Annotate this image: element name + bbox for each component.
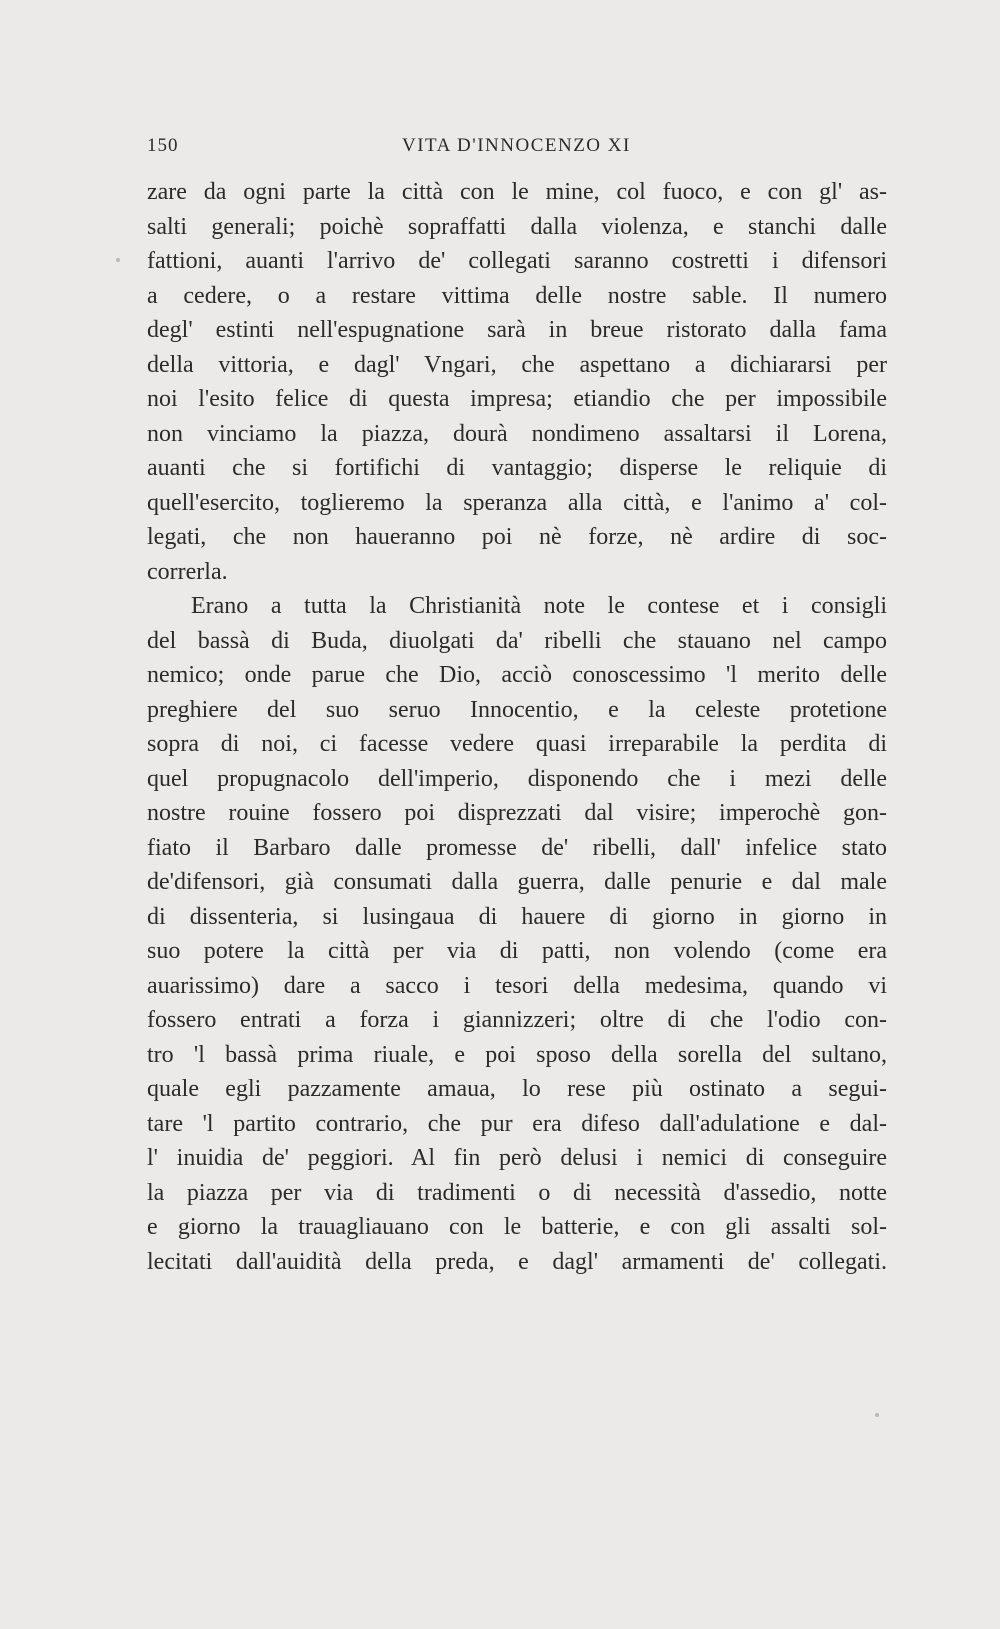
page-number: 150 [147, 135, 179, 156]
text-line: l' inuidia de' peggiori. Al fin però delusi i nemici di conseguire [147, 1145, 887, 1171]
text-line: tro 'l bassà prima riuale, e poi sposo della sorella del sultano, [147, 1041, 887, 1068]
paragraph-first-line: Erano a tutta la Christianità note le contese et i consigli [191, 593, 887, 619]
text-line: legati, che non haueranno poi nè forze, nè ardire di soc- [147, 524, 887, 550]
text-line: noi l'esito felice di questa impresa; etiandio che per impossibile [147, 386, 887, 412]
body-text [147, 175, 887, 1279]
text-line: auanti che si fortifichi di vantaggio; disperse le reliquie di [147, 455, 887, 481]
text-line: nemico; onde parue che Dio, acciò conoscessimo 'l merito delle [147, 662, 887, 688]
text-line: suo potere la città per via di patti, non volendo (come era [147, 938, 887, 964]
text-line: non vinciamo la piazza, dourà nondimeno assaltarsi il Lorena, [147, 420, 887, 447]
text-line: quell'esercito, toglieremo la speranza alla città, e l'animo a' col- [147, 489, 887, 516]
text-line: di dissenteria, si lusingaua di hauere di giorno in giorno in [147, 903, 887, 930]
text-line: preghiere del suo seruo Innocentio, e la celeste protetione [147, 696, 887, 723]
paper-speck [116, 258, 120, 262]
text-line: a cedere, o a restare vittima delle nostre sable. Il numero [147, 282, 887, 309]
text-line: quale egli pazzamente amaua, lo rese più ostinato a segui- [147, 1076, 887, 1102]
text-line: lecitati dall'auidità della preda, e dagl' armamenti de' collegati. [147, 1248, 887, 1275]
text-line: sopra di noi, ci facesse vedere quasi irreparabile la perdita di [147, 731, 887, 757]
paper-speck [875, 1413, 879, 1417]
text-line: degl' estinti nell'espugnatione sarà in breue ristorato dalla fama [147, 317, 887, 343]
text-line: del bassà di Buda, diuolgati da' ribelli che stauano nel campo [147, 627, 887, 654]
text-line: auarissimo) dare a sacco i tesori della medesima, quando vi [147, 972, 887, 999]
paragraph-end-line: correrla. [147, 558, 228, 585]
text-line: della vittoria, e dagl' Vngari, che aspettano a dichiararsi per [147, 351, 887, 378]
text-line: tare 'l partito contrario, che pur era difeso dall'adulatione e dal- [147, 1110, 887, 1137]
text-line: nostre rouine fossero poi disprezzati dal visire; imperochè gon- [147, 800, 887, 826]
text-line: salti generali; poichè sopraffatti dalla violenza, e stanchi dalle [147, 213, 887, 240]
running-title: VITA D'INNOCENZO XI [402, 135, 631, 156]
text-line: fattioni, auanti l'arrivo de' collegati saranno costretti i difensori [147, 248, 887, 274]
text-line: e giorno la trauagliauano con le batterie, e con gli assalti sol- [147, 1214, 887, 1240]
text-line: zare da ogni parte la città con le mine, col fuoco, e con gl' as- [147, 179, 887, 205]
running-head [147, 135, 887, 165]
text-line: fossero entrati a forza i giannizzeri; oltre di che l'odio con- [147, 1007, 887, 1033]
text-line: de'difensori, già consumati dalla guerra, dalle penurie e dal male [147, 869, 887, 895]
text-line: quel propugnacolo dell'imperio, disponendo che i mezi delle [147, 765, 887, 792]
text-line: fiato il Barbaro dalle promesse de' ribelli, dall' infelice stato [147, 834, 887, 861]
text-line: la piazza per via di tradimenti o di necessità d'assedio, notte [147, 1179, 887, 1206]
